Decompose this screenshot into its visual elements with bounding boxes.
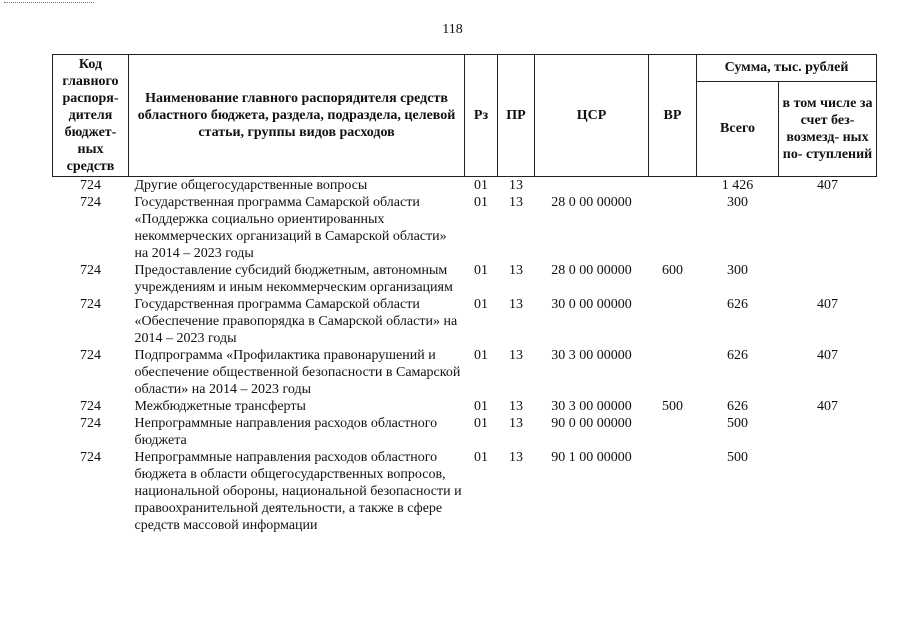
page-number: 118 — [442, 22, 463, 37]
cell-pr: 13 — [509, 399, 523, 414]
cell-free — [779, 262, 877, 296]
cell-vr: 600 — [662, 263, 683, 278]
cell-rz: 01 — [474, 348, 488, 363]
cell-csr — [535, 177, 649, 195]
cell-name: Межбюджетные трансферты — [134, 399, 306, 414]
table-row — [53, 262, 877, 296]
cell-csr: 90 0 00 00000 — [551, 416, 632, 431]
scan-artifact — [4, 2, 94, 7]
cell-free: 407 — [817, 348, 838, 363]
cell-rz: 01 — [474, 195, 488, 210]
table-row — [53, 398, 877, 415]
header-csr: ЦСР — [535, 55, 649, 177]
cell-rz: 01 — [474, 450, 488, 465]
cell-rz: 01 — [474, 416, 488, 431]
cell-pr: 13 — [509, 178, 523, 193]
cell-code: 724 — [80, 297, 101, 312]
cell-name: Предоставление субсидий бюджетным, автономным учреждениям и иным некоммерческим организациям — [134, 263, 453, 295]
cell-total: 626 — [727, 348, 748, 363]
cell-total: 500 — [727, 450, 748, 465]
cell-pr: 13 — [509, 263, 523, 278]
header-name: Наименование главного распорядителя средств областного бюджета, раздела, подраздела, целевой статьи, группы видов расходов — [129, 55, 465, 177]
cell-csr: 28 0 00 00000 — [551, 195, 632, 210]
cell-code: 724 — [80, 195, 101, 210]
cell-csr: 30 3 00 00000 — [551, 348, 632, 363]
cell-pr: 13 — [509, 348, 523, 363]
table-row — [53, 415, 877, 449]
cell-code: 724 — [80, 348, 101, 363]
cell-code: 724 — [80, 178, 101, 193]
cell-total: 300 — [727, 263, 748, 278]
cell-total: 300 — [727, 195, 748, 210]
cell-free — [779, 194, 877, 262]
cell-vr: 500 — [662, 399, 683, 414]
cell-csr: 30 3 00 00000 — [551, 399, 632, 414]
cell-vr — [649, 347, 697, 398]
header-free: в том числе за счет без- возмезд- ных по- ступлений — [779, 81, 877, 176]
cell-pr: 13 — [509, 195, 523, 210]
cell-total: 626 — [727, 399, 748, 414]
budget-table — [52, 54, 877, 534]
cell-name: Непрограммные направления расходов областного бюджета в области общегосударственных вопросов, национальной обороны, национальной безопасности и правоохранительной деятельности, а также в сфере средств массовой информации — [134, 450, 462, 533]
cell-vr — [649, 177, 697, 195]
table-row — [53, 177, 877, 195]
table-row — [53, 347, 877, 398]
header-total: Всего — [697, 81, 779, 176]
cell-pr: 13 — [509, 416, 523, 431]
cell-rz: 01 — [474, 178, 488, 193]
cell-vr — [649, 194, 697, 262]
header-code: Код главного распоря- дителя бюджет- ных средств — [53, 55, 129, 177]
cell-pr: 13 — [509, 450, 523, 465]
cell-rz: 01 — [474, 399, 488, 414]
header-sum-group: Сумма, тыс. рублей — [697, 55, 877, 82]
header-vr: ВР — [649, 55, 697, 177]
cell-free: 407 — [817, 399, 838, 414]
table-body — [53, 177, 877, 535]
cell-name: Государственная программа Самарской области «Обеспечение правопорядка в Самарской области» на 2014 – 2023 годы — [134, 297, 458, 346]
cell-total: 500 — [727, 416, 748, 431]
cell-vr — [649, 449, 697, 534]
cell-code: 724 — [80, 416, 101, 431]
cell-vr — [649, 415, 697, 449]
cell-pr: 13 — [509, 297, 523, 312]
cell-name: Другие общегосударственные вопросы — [134, 178, 368, 193]
table-row — [53, 449, 877, 534]
cell-code: 724 — [80, 263, 101, 278]
header-rz: Рз — [465, 55, 498, 177]
cell-free — [779, 415, 877, 449]
header-pr: ПР — [498, 55, 535, 177]
cell-name: Подпрограмма «Профилактика правонарушений и обеспечение общественной безопасности в Самарской области» на 2014 – 2023 годы — [134, 348, 461, 397]
cell-total: 1 426 — [721, 178, 754, 193]
cell-code: 724 — [80, 450, 101, 465]
cell-name: Государственная программа Самарской области «Поддержка социально ориентированных некоммерческих организаций в Самарской области» на 2014 – 2023 годы — [134, 195, 447, 261]
cell-free: 407 — [817, 297, 838, 312]
table-row — [53, 194, 877, 262]
table-row — [53, 296, 877, 347]
cell-rz: 01 — [474, 297, 488, 312]
cell-free: 407 — [817, 178, 838, 193]
cell-name: Непрограммные направления расходов областного бюджета — [134, 416, 438, 448]
cell-total: 626 — [727, 297, 748, 312]
cell-code: 724 — [80, 399, 101, 414]
cell-free — [779, 449, 877, 534]
cell-vr — [649, 296, 697, 347]
cell-csr: 30 0 00 00000 — [551, 297, 632, 312]
cell-csr: 90 1 00 00000 — [551, 450, 632, 465]
cell-rz: 01 — [474, 263, 488, 278]
cell-csr: 28 0 00 00000 — [551, 263, 632, 278]
